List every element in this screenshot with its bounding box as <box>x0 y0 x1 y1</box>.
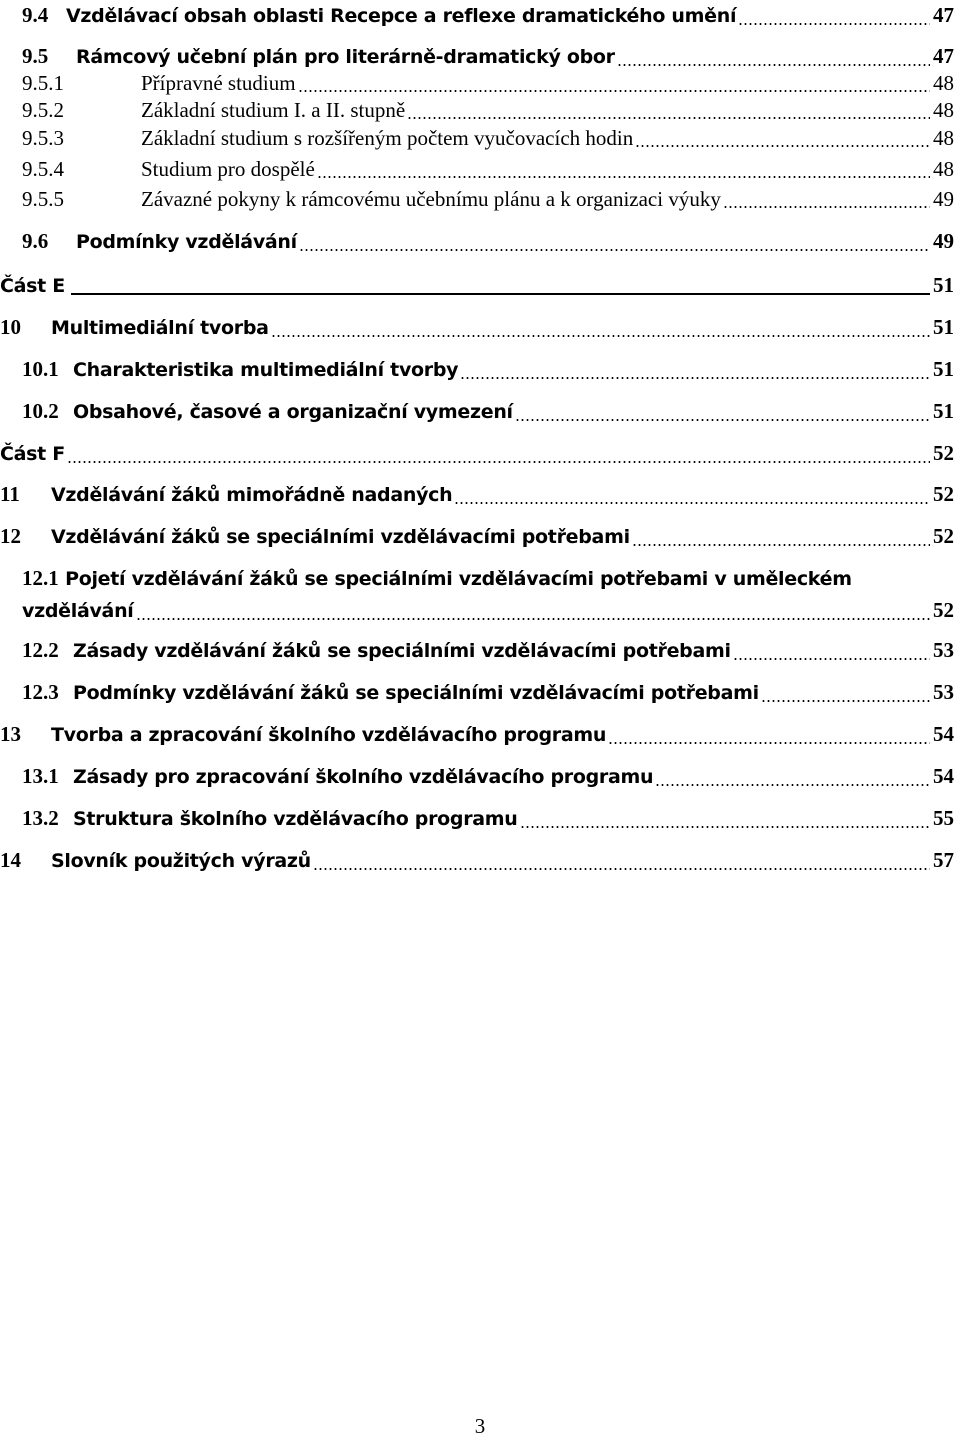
toc-entry[interactable] <box>22 679 954 706</box>
toc-entry[interactable] <box>22 186 954 212</box>
toc-entry-page: 48 <box>933 71 954 95</box>
toc-entry[interactable] <box>22 43 954 70</box>
dot-leader <box>136 604 930 624</box>
page-number: 3 <box>474 1414 486 1438</box>
dot-leader <box>407 103 930 123</box>
toc-entry-title: Závazné pokyny k rámcovému učebnímu plánu a k organizaci výuky <box>141 187 721 211</box>
toc-entry-page: 48 <box>933 126 954 150</box>
toc-entry-page: 52 <box>933 598 954 622</box>
toc-entry[interactable] <box>0 272 954 299</box>
toc-entry[interactable] <box>22 2 954 29</box>
toc-entry-page: 48 <box>933 98 954 122</box>
toc-entry[interactable] <box>22 228 954 255</box>
toc-entry[interactable] <box>22 565 954 624</box>
toc-entry-number: 10.1 <box>22 357 59 381</box>
toc-entry-number: 13.1 <box>22 764 59 788</box>
toc-entry-page: 53 <box>933 680 954 704</box>
dot-leader <box>520 812 930 832</box>
toc-entry-title: Podmínky vzdělávání žáků se speciálními vzdělávacími potřebami <box>73 682 759 704</box>
dot-leader <box>635 131 930 151</box>
toc-entry[interactable] <box>0 314 954 341</box>
dot-leader <box>761 686 930 706</box>
toc-entry-title: Základní studium s rozšířeným počtem vyučovacích hodin <box>141 126 634 150</box>
toc-entry-title: Podmínky vzdělávání <box>76 231 297 253</box>
toc-entry-number: 12.1 <box>22 566 59 590</box>
dot-leader <box>271 321 930 341</box>
toc-entry-title: Vzdělávání žáků se speciálními vzdělávacími potřebami <box>51 526 630 548</box>
toc-entry-number: 12 <box>0 524 21 548</box>
toc-entry-page: 51 <box>933 315 954 339</box>
dot-leader <box>313 854 930 874</box>
toc-entry-title: Multimediální tvorba <box>51 317 269 339</box>
toc-entry-page: 51 <box>933 399 954 423</box>
toc-entry-page: 52 <box>933 441 954 465</box>
toc-entry-title: Studium pro dospělé <box>141 157 315 181</box>
toc-entry-page: 49 <box>933 187 954 211</box>
toc-entry-title-continued: vzdělávání <box>22 600 134 622</box>
toc-entry-second-line <box>22 597 954 624</box>
toc-entry-title: Obsahové, časové a organizační vymezení <box>73 401 513 423</box>
toc-entry-number: 10.2 <box>22 399 59 423</box>
toc-entry-number: 12.2 <box>22 638 59 662</box>
toc-entry-title: Zásady vzdělávání žáků se speciálními vzdělávacími potřebami <box>73 640 731 662</box>
toc-entry-number: 11 <box>0 482 20 506</box>
dot-leader <box>723 192 930 212</box>
toc-entry-number: 9.5.1 <box>22 71 64 95</box>
toc-entry[interactable] <box>22 125 954 151</box>
toc-entry[interactable] <box>0 721 954 748</box>
toc-entry-number: 9.6 <box>22 229 49 253</box>
toc-entry-page: 51 <box>933 273 954 297</box>
dot-leader <box>632 530 930 550</box>
toc-entry-number: 9.5 <box>22 44 49 68</box>
toc-entry[interactable] <box>22 805 954 832</box>
dot-leader <box>460 363 930 383</box>
toc-entry-page: 53 <box>933 638 954 662</box>
dot-leader <box>733 644 930 664</box>
toc-entry[interactable] <box>22 763 954 790</box>
toc-entry-number: 10 <box>0 315 21 339</box>
toc-entry[interactable] <box>22 398 954 425</box>
dot-leader <box>67 447 930 467</box>
toc-entry-number: 9.4 <box>22 3 49 27</box>
dot-leader <box>317 162 930 182</box>
toc-entry-title: Pojetí vzdělávání žáků se speciálními vzdělávacími potřebami v uměleckém <box>65 568 852 590</box>
toc-entry-number: 14 <box>0 848 21 872</box>
toc-entry[interactable] <box>0 523 954 550</box>
toc-entry-page: 54 <box>933 764 954 788</box>
toc-entry[interactable] <box>22 156 954 182</box>
toc-entry-number: 9.5.2 <box>22 98 64 122</box>
toc-entry[interactable] <box>0 847 954 874</box>
dot-leader <box>655 770 930 790</box>
toc-entry-title: Tvorba a zpracování školního vzdělávacího programu <box>51 724 607 746</box>
dot-leader <box>515 405 930 425</box>
dot-leader <box>608 728 930 748</box>
toc-entry-number: 13 <box>0 722 21 746</box>
toc-entry-title: Zásady pro zpracování školního vzdělávacího programu <box>73 766 654 788</box>
toc-entry-title: Základní studium I. a II. stupně <box>141 98 406 122</box>
toc-entry-page: 49 <box>933 229 954 253</box>
toc-entry-title: Část E <box>0 275 65 297</box>
toc-entry[interactable] <box>22 356 954 383</box>
toc-entry-page: 51 <box>933 357 954 381</box>
toc-entry-page: 54 <box>933 722 954 746</box>
toc-entry-page: 57 <box>933 848 954 872</box>
dot-leader <box>738 9 930 29</box>
toc-entry-number: 12.3 <box>22 680 59 704</box>
dot-leader <box>299 235 930 255</box>
toc-entry-title: Vzdělávání žáků mimořádně nadaných <box>51 484 453 506</box>
dot-leader <box>617 50 930 70</box>
toc-entry-page: 47 <box>933 3 954 27</box>
toc-entry-first-line <box>22 565 954 592</box>
toc-entry-title: Přípravné studium <box>141 71 296 95</box>
toc-entry-title: Slovník použitých výrazů <box>51 850 311 872</box>
toc-entry-page: 47 <box>933 44 954 68</box>
toc-entry-page: 55 <box>933 806 954 830</box>
toc-entry-number: 9.5.3 <box>22 126 64 150</box>
toc-entry-number: 9.5.5 <box>22 187 64 211</box>
toc-entry-page: 48 <box>933 157 954 181</box>
toc-entry-page: 52 <box>933 482 954 506</box>
toc-entry[interactable] <box>22 637 954 664</box>
toc-entry[interactable] <box>22 97 954 123</box>
toc-entry-title: Charakteristika multimediální tvorby <box>73 359 459 381</box>
toc-entry-title: Část F <box>0 443 65 465</box>
toc-entry-title: Vzdělávací obsah oblasti Recepce a reflexe dramatického umění <box>66 5 737 27</box>
toc-entry-number: 9.5.4 <box>22 157 64 181</box>
toc-entry-page: 52 <box>933 524 954 548</box>
toc-entry-title: Struktura školního vzdělávacího programu <box>73 808 518 830</box>
dot-leader <box>454 488 930 508</box>
toc-entry-number: 13.2 <box>22 806 59 830</box>
toc-entry[interactable] <box>0 481 954 508</box>
toc-entry[interactable] <box>0 440 954 467</box>
line-leader <box>71 279 930 299</box>
toc-entry[interactable] <box>22 70 954 96</box>
dot-leader <box>298 76 930 96</box>
toc-entry-title: Rámcový učební plán pro literárně-dramatický obor <box>76 46 615 68</box>
